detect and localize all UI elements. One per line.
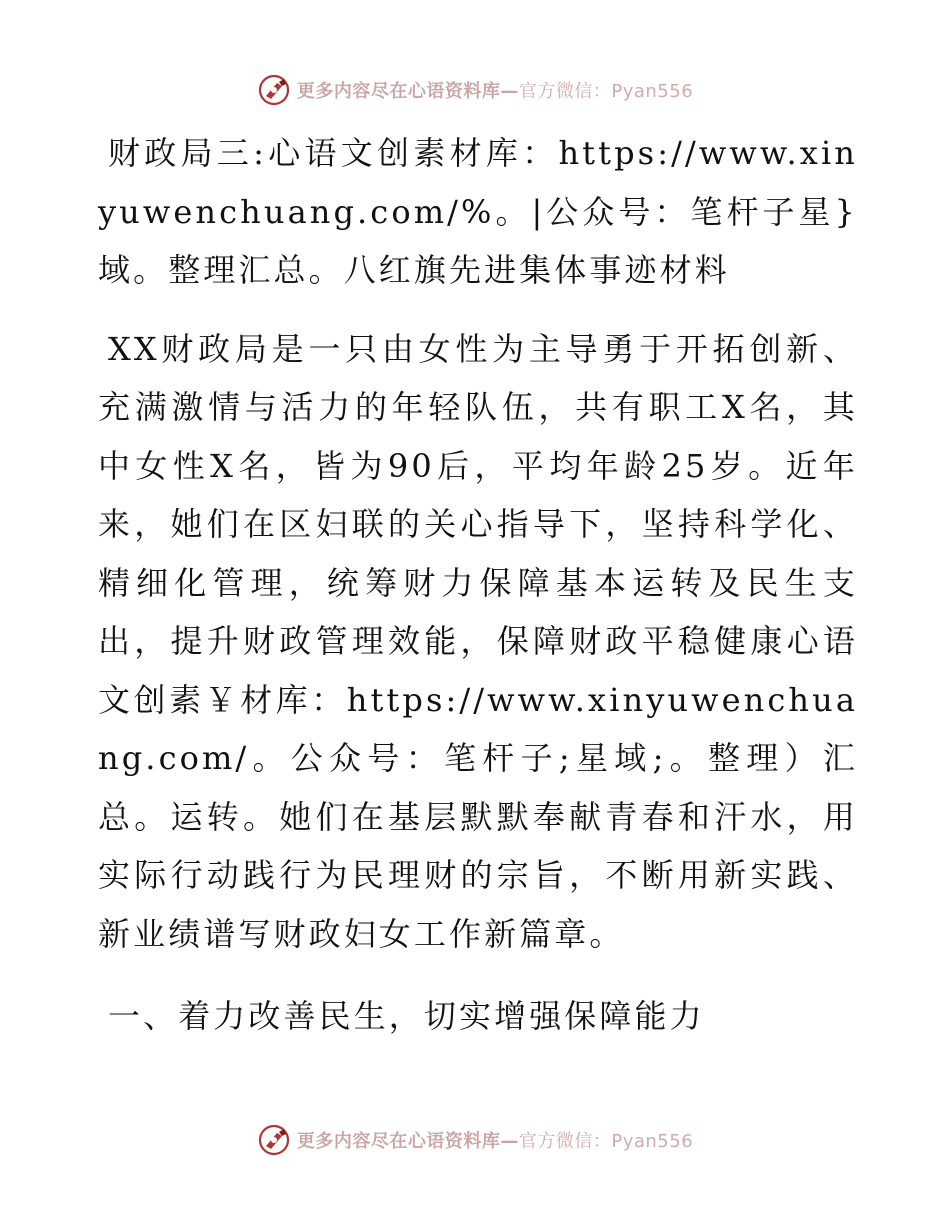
header-watermark bbox=[0, 70, 950, 110]
watermark-separator: — bbox=[500, 1131, 519, 1152]
document-body bbox=[98, 124, 858, 1046]
brand-logo-icon bbox=[257, 1123, 291, 1157]
watermark-brand: 更多内容尽在心语资料库 bbox=[296, 81, 501, 102]
title-paragraph: 财政局三:心语文创素材库：https://www.xinyuwenchuang.com/%。|公众号：笔杆子星}域。整理汇总。八红旗先进集体事迹材料 bbox=[98, 134, 858, 289]
footer-watermark bbox=[0, 1120, 950, 1160]
body-paragraph: XX财政局是一只由女性为主导勇于开拓创新、充满激情与活力的年轻队伍，共有职工X名，其中女性X名，皆为90后，平均年龄25岁。近年来，她们在区妇联的关心指导下，坚持科学化、精细化管理，统筹财力保障基本运转及民生支出，提升财政管理效能，保障财政平稳健康心语文创素￥材库：https://www.xinyuwenchuang.com/。公众号：笔杆子;星域;。整理）汇总。运转。她们在基层默默奉献青春和汗水，用实际行动践行为民理财的宗旨，不断用新实践、新业绩谱写财政妇女工作新篇章。 bbox=[98, 329, 858, 953]
section-heading: 一、着力改善民生，切实增强保障能力 bbox=[108, 997, 705, 1035]
brand-logo-icon bbox=[257, 73, 291, 107]
watermark-contact: 官方微信：Pyan556 bbox=[518, 1131, 694, 1152]
watermark-separator: — bbox=[500, 81, 519, 102]
watermark-contact: 官方微信：Pyan556 bbox=[518, 81, 694, 102]
watermark-brand: 更多内容尽在心语资料库 bbox=[296, 1131, 501, 1152]
